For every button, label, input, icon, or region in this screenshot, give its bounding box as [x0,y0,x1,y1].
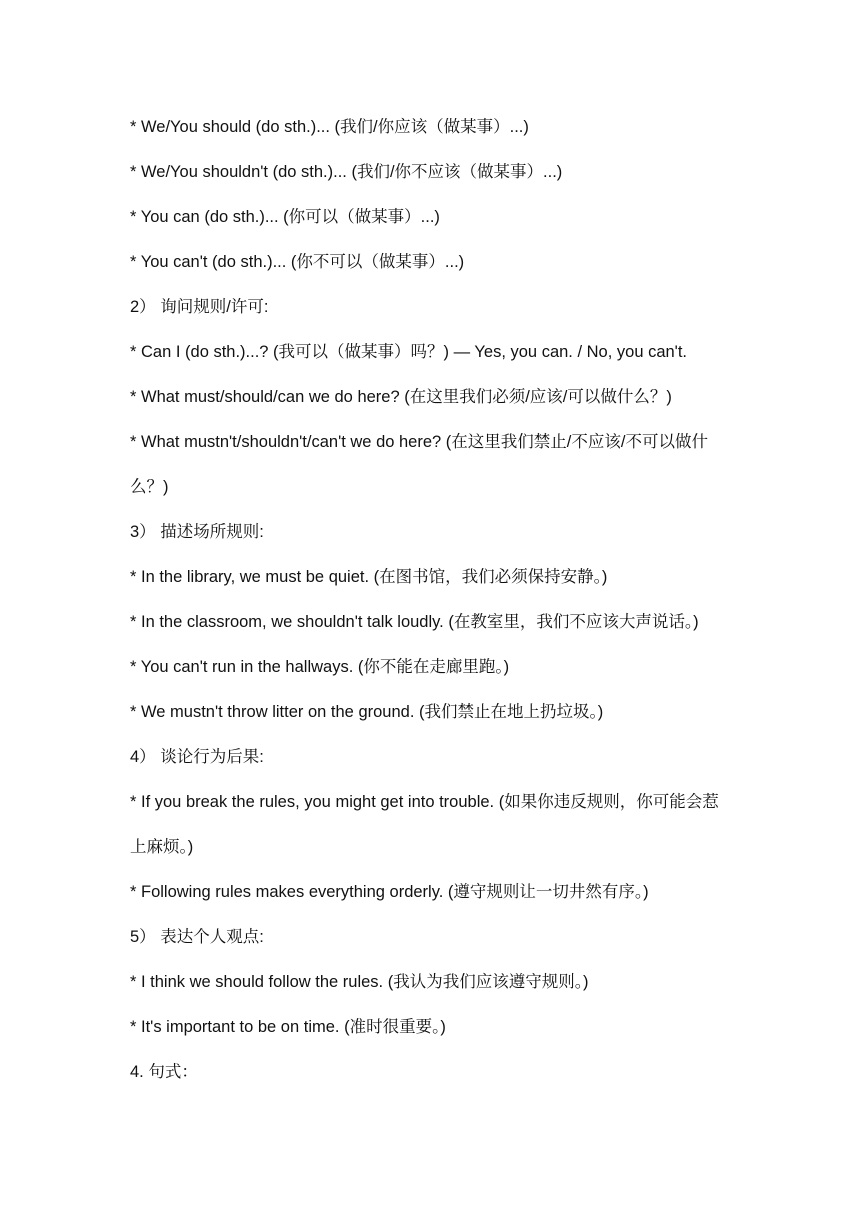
text-line: * In the classroom, we shouldn't talk loudly. (在教室里，我们不应该大声说话。) [130,613,699,631]
text-line: * It's important to be on time. (准时很重要。) [130,1018,446,1036]
text-line-continuation: 上麻烦。) [130,838,194,856]
text-line: * We/You shouldn't (do sth.)... (我们/你不应该（做某事）...) [130,163,563,181]
text-line: * You can't (do sth.)... (你不可以（做某事）...) [130,253,465,271]
text-line: * We/You should (do sth.)... (我们/你应该（做某事）...) [130,118,529,136]
text-line: * Can I (do sth.)...? (我可以（做某事）吗？) — Yes, you can. / No, you can't. [130,343,688,361]
text-line: * If you break the rules, you might get into trouble. (如果你违反规则，你可能会惹 [130,793,719,811]
section-heading: 2） 询问规则/许可: [130,298,269,316]
text-line: * Following rules makes everything orderly. (遵守规则让一切井然有序。) [130,883,649,901]
text-line: * What mustn't/shouldn't/can't we do here? (在这里我们禁止/不应该/不可以做什 [130,433,708,451]
section-heading: 4. 句式： [130,1063,198,1081]
document-body [130,112,740,1102]
text-line: * I think we should follow the rules. (我认为我们应该遵守规则。) [130,973,589,991]
text-line: * We mustn't throw litter on the ground. (我们禁止在地上扔垃圾。) [130,703,604,721]
section-heading: 3） 描述场所规则: [130,523,264,541]
text-line: * You can't run in the hallways. (你不能在走廊里跑。) [130,658,510,676]
section-heading: 4） 谈论行为后果: [130,748,264,766]
text-line: * What must/should/can we do here? (在这里我们必须/应该/可以做什么？) [130,388,672,406]
text-line-continuation: 么？) [130,478,169,496]
text-line: * You can (do sth.)... (你可以（做某事）...) [130,208,440,226]
text-line: * In the library, we must be quiet. (在图书馆，我们必须保持安静。) [130,568,608,586]
section-heading: 5） 表达个人观点: [130,928,264,946]
